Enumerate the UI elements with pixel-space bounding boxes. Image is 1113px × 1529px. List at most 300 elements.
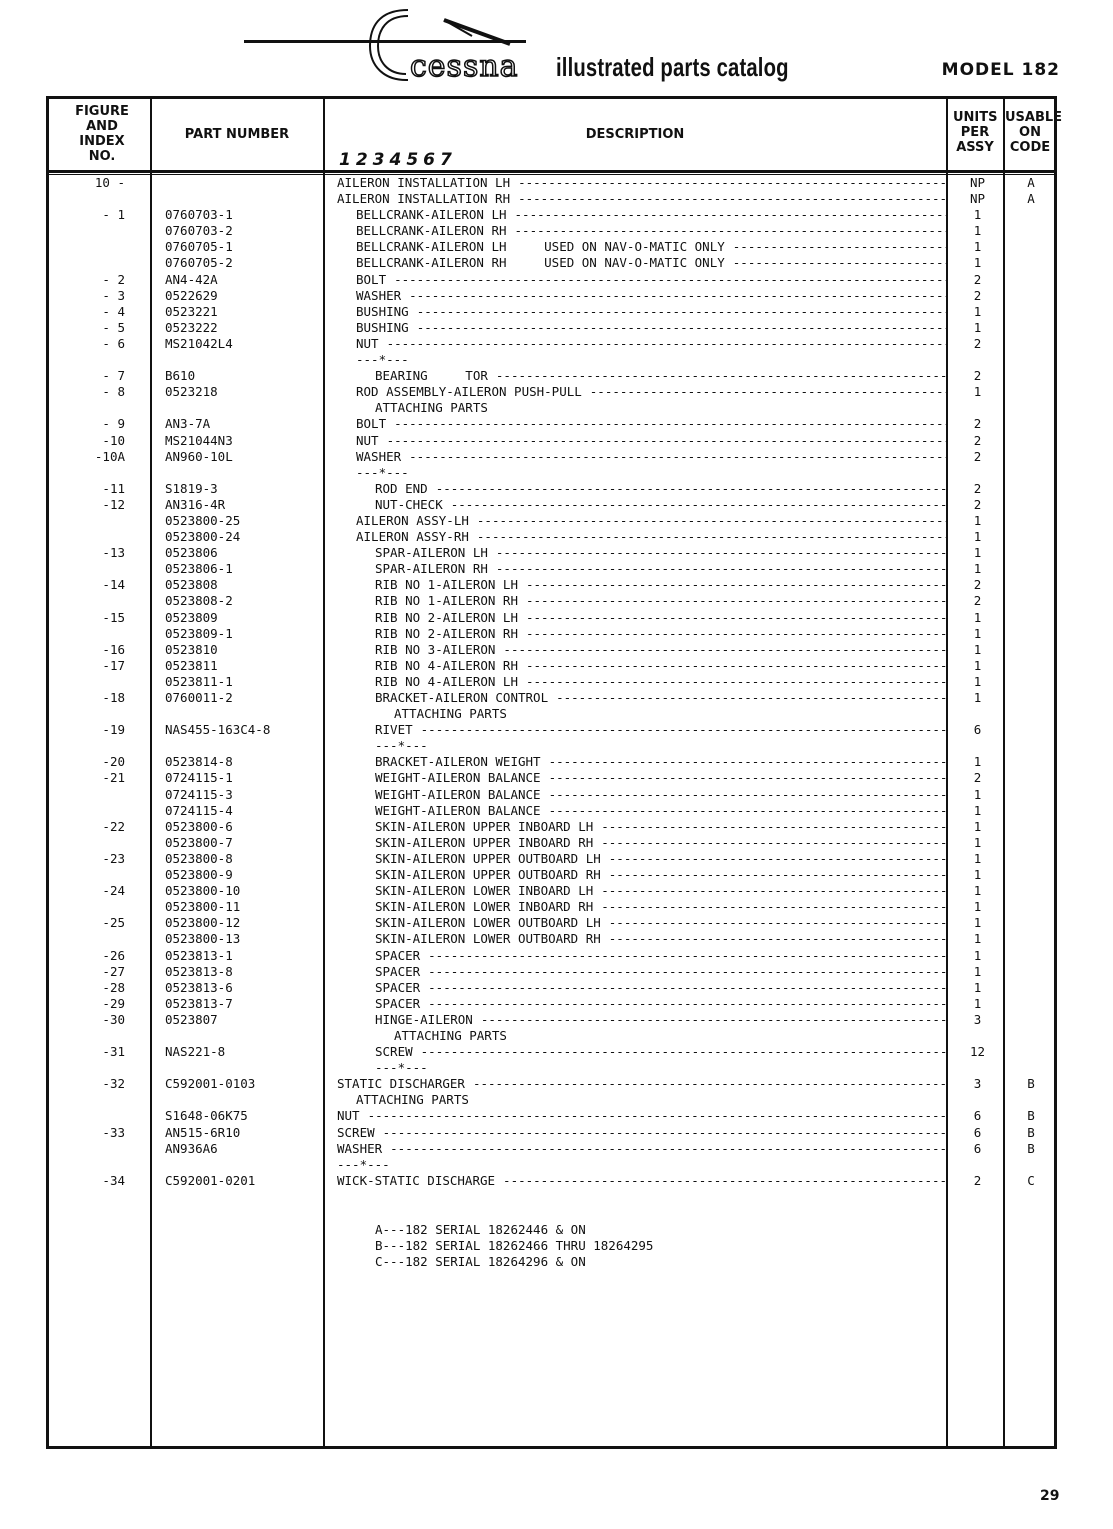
units-per-assy: 12 <box>969 1044 986 1060</box>
part-number: 0760705-2 <box>165 255 233 271</box>
usable-on-code: B <box>1027 1124 1035 1140</box>
table-row <box>0 433 1113 449</box>
units-per-assy: 1 <box>973 223 982 239</box>
dash-leader <box>601 915 946 931</box>
part-description <box>337 384 946 400</box>
description-text: HINGE-AILERON <box>375 1011 473 1027</box>
dash-leader <box>601 867 946 883</box>
dash-leader <box>469 529 946 545</box>
description-text: ---*--- <box>356 352 409 368</box>
units-per-assy: 1 <box>973 786 982 802</box>
figure-index: -12 <box>102 496 125 512</box>
part-number: 0724115-3 <box>165 786 233 802</box>
table-row <box>0 948 1113 964</box>
dash-leader <box>495 642 946 658</box>
part-description <box>337 948 946 964</box>
part-number: 0523809 <box>165 609 218 625</box>
description-text: AILERON INSTALLATION RH <box>337 191 511 207</box>
description-text: ROD ASSEMBLY-AILERON PUSH-PULL <box>356 384 582 400</box>
units-per-assy: 1 <box>973 207 982 223</box>
dash-leader <box>593 883 946 899</box>
dash-leader <box>469 513 946 529</box>
description-text: SPACER <box>375 947 421 963</box>
page-header <box>0 0 1113 100</box>
figure-index: - 1 <box>102 207 125 223</box>
part-description <box>337 1076 946 1092</box>
part-description <box>337 481 946 497</box>
units-per-assy: 3 <box>973 1076 982 1092</box>
part-description <box>337 1092 946 1108</box>
figure-index: 10 - <box>94 175 125 190</box>
part-number: 0523222 <box>165 319 218 335</box>
table-row <box>0 883 1113 899</box>
part-description <box>337 626 946 642</box>
dash-leader <box>413 722 946 738</box>
figure-index: -10A <box>94 448 125 464</box>
dash-leader <box>360 1108 946 1124</box>
description-text: ATTACHING PARTS <box>375 400 488 416</box>
part-number: 0760011-2 <box>165 690 233 705</box>
figure-index: - 9 <box>102 416 125 432</box>
part-number: 0523813-1 <box>165 947 233 963</box>
description-text: STATIC DISCHARGER <box>337 1076 465 1092</box>
part-number: 0724115-1 <box>165 770 233 786</box>
table-row <box>0 626 1113 642</box>
units-per-assy: 1 <box>973 883 982 899</box>
part-description <box>337 803 946 819</box>
units-per-assy: 1 <box>973 255 982 271</box>
brand-wordmark: cessna <box>410 49 519 84</box>
part-number: AN936A6 <box>165 1140 218 1156</box>
table-row <box>0 207 1113 223</box>
part-number: 0523800-25 <box>165 512 241 528</box>
part-number: 0523218 <box>165 384 218 400</box>
table-row <box>0 239 1113 255</box>
figure-index: -24 <box>102 883 125 899</box>
units-per-assy: 1 <box>973 850 982 866</box>
dash-leader <box>488 545 946 561</box>
part-number: 0523813-8 <box>165 963 233 979</box>
description-text: SCREW <box>375 1044 413 1060</box>
table-row <box>0 577 1113 593</box>
table-row <box>0 561 1113 577</box>
table-row <box>0 1157 1113 1173</box>
part-description <box>337 754 946 770</box>
figure-index: -19 <box>102 722 125 738</box>
dash-leader <box>379 336 946 352</box>
model-label: MODEL 182 <box>941 60 1060 80</box>
units-per-assy: 1 <box>973 609 982 625</box>
col-header-code <box>1004 110 1063 155</box>
table-row <box>0 352 1113 368</box>
part-number: AN3-7A <box>165 416 211 432</box>
part-description <box>337 851 946 867</box>
units-per-assy: 1 <box>973 915 982 931</box>
description-text: ATTACHING PARTS <box>356 1092 469 1108</box>
part-number: 0523811-1 <box>165 673 233 689</box>
col-header-figure-text: FIGURE AND INDEX NO. <box>75 104 129 164</box>
figure-index: -27 <box>102 963 125 979</box>
table-row <box>0 1028 1113 1044</box>
part-description <box>337 1028 946 1044</box>
units-per-assy: 2 <box>973 416 982 432</box>
dash-leader <box>510 191 946 207</box>
table-row <box>0 593 1113 609</box>
table-row <box>0 223 1113 239</box>
units-per-assy: 6 <box>973 722 982 738</box>
units-per-assy: 6 <box>973 1140 982 1156</box>
figure-index: -33 <box>102 1124 125 1140</box>
dash-leader <box>518 626 946 642</box>
table-row <box>0 272 1113 288</box>
part-description <box>337 980 946 996</box>
part-description <box>337 352 946 368</box>
dash-leader <box>548 690 946 706</box>
part-number: AN960-10L <box>165 448 233 464</box>
table-row <box>0 610 1113 626</box>
table-row <box>0 304 1113 320</box>
dash-leader <box>541 787 946 803</box>
units-per-assy: 1 <box>973 561 982 577</box>
units-per-assy: 1 <box>973 512 982 528</box>
figure-index: -34 <box>102 1172 125 1188</box>
part-number: AN515-6R10 <box>165 1124 241 1140</box>
col-header-units-text: UNITS PER ASSY <box>953 110 998 155</box>
description-text: NUT <box>337 1108 360 1124</box>
table-row <box>0 851 1113 867</box>
part-number: 0760705-1 <box>165 239 233 255</box>
part-description <box>337 915 946 931</box>
part-number: AN4-42A <box>165 271 218 287</box>
description-text: ---*--- <box>375 1060 428 1076</box>
table-row <box>0 513 1113 529</box>
part-description <box>337 1060 946 1076</box>
part-number: 0523800-12 <box>165 915 241 931</box>
part-description <box>337 1044 946 1060</box>
figure-index: -10 <box>102 432 125 448</box>
description-text: NUT <box>356 432 379 448</box>
figure-index: - 8 <box>102 384 125 400</box>
part-description <box>337 1108 946 1124</box>
part-number: 0523800-9 <box>165 867 233 883</box>
part-description <box>337 239 946 255</box>
table-row <box>0 400 1113 416</box>
col-header-code-text: USABLE ON CODE <box>1005 110 1063 155</box>
part-description <box>337 191 946 207</box>
dash-leader <box>401 288 946 304</box>
table-row <box>0 722 1113 738</box>
parts-list <box>0 175 1113 1189</box>
units-per-assy: 2 <box>973 271 982 287</box>
usable-on-code: A <box>1027 191 1035 207</box>
description-text: ATTACHING PARTS <box>394 706 507 722</box>
table-row <box>0 980 1113 996</box>
part-description <box>337 642 946 658</box>
part-description <box>337 996 946 1012</box>
dash-leader <box>541 770 946 786</box>
description-text: BUSHING <box>356 319 409 335</box>
description-text: WASHER <box>337 1140 383 1156</box>
units-per-assy: 1 <box>973 690 982 705</box>
part-description <box>337 738 946 754</box>
part-description <box>337 207 946 223</box>
part-number: C592001-0201 <box>165 1172 256 1188</box>
units-per-assy: NP <box>969 191 986 207</box>
table-row <box>0 787 1113 803</box>
units-per-assy: 2 <box>973 770 982 786</box>
table-row <box>0 690 1113 706</box>
description-text: BUSHING <box>356 303 409 319</box>
dash-leader <box>507 207 946 223</box>
part-description <box>337 674 946 690</box>
part-number: 0523811 <box>165 657 218 673</box>
description-text: RIB NO 4-AILERON LH <box>375 673 518 689</box>
description-text: SKIN-AILERON LOWER OUTBOARD RH <box>375 931 601 947</box>
description-text: BELLCRANK-AILERON RH <box>356 223 507 239</box>
dash-leader <box>473 1012 946 1028</box>
dash-leader <box>518 610 946 626</box>
part-description <box>337 1141 946 1157</box>
units-per-assy: 1 <box>973 529 982 545</box>
table-row <box>0 1076 1113 1092</box>
description-text: SPAR-AILERON RH <box>375 561 488 577</box>
table-row <box>0 674 1113 690</box>
dash-leader <box>401 449 946 465</box>
table-row <box>0 1060 1113 1076</box>
part-number: AN316-4R <box>165 496 226 512</box>
part-number: 0523814-8 <box>165 754 233 770</box>
part-description <box>337 867 946 883</box>
description-text: WEIGHT-AILERON BALANCE <box>375 802 541 818</box>
description-text: RIB NO 4-AILERON RH <box>375 657 518 673</box>
part-number: 0760703-2 <box>165 223 233 239</box>
units-per-assy: 1 <box>973 947 982 963</box>
col-header-figure <box>58 104 146 164</box>
description-text: SPACER <box>375 979 421 995</box>
part-description <box>337 1125 946 1141</box>
table-row <box>0 931 1113 947</box>
part-number: 0523808-2 <box>165 593 233 609</box>
part-number: MS21044N3 <box>165 432 233 448</box>
dash-leader <box>541 754 946 770</box>
table-row <box>0 1173 1113 1189</box>
description-text: SKIN-AILERON UPPER OUTBOARD RH <box>375 867 601 883</box>
part-description <box>337 610 946 626</box>
table-row <box>0 465 1113 481</box>
part-number: NAS221-8 <box>165 1044 226 1060</box>
units-per-assy: 3 <box>973 1011 982 1027</box>
table-row <box>0 384 1113 400</box>
dash-leader <box>541 803 946 819</box>
description-text: AILERON ASSY-RH <box>356 529 469 545</box>
serial-notes <box>375 1222 653 1270</box>
dash-leader <box>420 996 946 1012</box>
description-text: BELLCRANK-AILERON LH <box>356 207 507 223</box>
figure-index: -23 <box>102 850 125 866</box>
part-number: 0523806-1 <box>165 561 233 577</box>
table-row <box>0 1092 1113 1108</box>
dash-leader <box>382 1141 946 1157</box>
dash-leader <box>601 931 946 947</box>
table-row <box>0 803 1113 819</box>
table-row <box>0 288 1113 304</box>
table-row <box>0 1012 1113 1028</box>
part-number: MS21042L4 <box>165 335 233 351</box>
units-per-assy: 1 <box>973 673 982 689</box>
col-header-description: DESCRIPTION <box>585 127 685 142</box>
units-per-assy: 1 <box>973 802 982 818</box>
part-description <box>337 449 946 465</box>
table-row <box>0 738 1113 754</box>
part-number: 0523806 <box>165 545 218 561</box>
table-row <box>0 754 1113 770</box>
part-description <box>337 964 946 980</box>
dash-leader <box>518 593 946 609</box>
part-number: 0523800-24 <box>165 529 241 545</box>
units-per-assy: 6 <box>973 1108 982 1124</box>
units-per-assy: 1 <box>973 867 982 883</box>
dash-leader <box>518 674 946 690</box>
description-text: BELLCRANK-AILERON LH USED ON NAV-O-MATIC ONLY <box>356 239 725 255</box>
description-text: RIB NO 2-AILERON LH <box>375 609 518 625</box>
table-row <box>0 449 1113 465</box>
units-per-assy: 1 <box>973 384 982 400</box>
table-row <box>0 1108 1113 1124</box>
part-description <box>337 577 946 593</box>
dash-leader <box>443 497 946 513</box>
description-text: BOLT <box>356 416 387 432</box>
part-number: 0760703-1 <box>165 207 233 223</box>
figure-index: -31 <box>102 1044 125 1060</box>
description-text: BRACKET-AILERON WEIGHT <box>375 754 541 770</box>
description-text: NUT <box>356 335 379 351</box>
description-text: BOLT <box>356 271 387 287</box>
figure-index: -32 <box>102 1076 125 1092</box>
part-number: 0523221 <box>165 303 218 319</box>
header-divider <box>46 170 1057 173</box>
catalog-title: illustrated parts catalog <box>556 52 789 82</box>
part-description <box>337 593 946 609</box>
table-row <box>0 416 1113 432</box>
part-description <box>337 320 946 336</box>
units-per-assy: 1 <box>973 834 982 850</box>
part-number: C592001-0103 <box>165 1076 256 1092</box>
dash-leader <box>488 561 946 577</box>
description-text: BEARING TOR <box>375 368 488 384</box>
figure-index: -26 <box>102 947 125 963</box>
description-text: SKIN-AILERON LOWER INBOARD LH <box>375 883 594 899</box>
part-number: 0523809-1 <box>165 625 233 641</box>
description-text: WASHER <box>356 287 402 303</box>
part-description <box>337 513 946 529</box>
dash-leader <box>725 239 946 255</box>
units-per-assy: 1 <box>973 239 982 255</box>
part-description <box>337 288 946 304</box>
part-number: 0523810 <box>165 641 218 657</box>
page-number: 29 <box>1040 1488 1060 1504</box>
description-text: RIB NO 3-AILERON <box>375 641 496 657</box>
dash-leader <box>386 272 946 288</box>
description-text: BELLCRANK-AILERON RH USED ON NAV-O-MATIC ONLY <box>356 255 725 271</box>
units-per-assy: 2 <box>973 287 982 303</box>
description-text: ---*--- <box>375 738 428 754</box>
dash-leader <box>488 368 946 384</box>
part-description <box>337 819 946 835</box>
part-number: NAS455-163C4-8 <box>165 722 271 738</box>
description-text: SKIN-AILERON UPPER INBOARD LH <box>375 818 594 834</box>
part-description <box>337 529 946 545</box>
figure-index: - 2 <box>102 271 125 287</box>
units-per-assy: 1 <box>973 319 982 335</box>
part-description <box>337 465 946 481</box>
table-row <box>0 835 1113 851</box>
part-description <box>337 272 946 288</box>
dash-leader <box>593 899 946 915</box>
description-text: ROD END <box>375 480 428 496</box>
description-text: ---*--- <box>356 464 409 480</box>
figure-index: -29 <box>102 995 125 1011</box>
description-text: SPAR-AILERON LH <box>375 545 488 561</box>
part-description <box>337 658 946 674</box>
dash-leader <box>593 819 946 835</box>
description-text: ---*--- <box>337 1156 390 1172</box>
part-description <box>337 722 946 738</box>
part-description <box>337 706 946 722</box>
figure-index: - 7 <box>102 368 125 384</box>
part-number: 0523800-6 <box>165 818 233 834</box>
usable-on-code: B <box>1027 1140 1035 1156</box>
part-number: 0523807 <box>165 1011 218 1027</box>
dash-leader <box>386 416 946 432</box>
part-description <box>337 770 946 786</box>
units-per-assy: 1 <box>973 641 982 657</box>
table-row <box>0 915 1113 931</box>
table-row <box>0 255 1113 271</box>
dash-leader <box>510 175 946 191</box>
units-per-assy: 1 <box>973 754 982 770</box>
table-row <box>0 706 1113 722</box>
description-text: SKIN-AILERON UPPER OUTBOARD LH <box>375 850 601 866</box>
part-description <box>337 304 946 320</box>
table-row <box>0 996 1113 1012</box>
description-text: SKIN-AILERON LOWER OUTBOARD LH <box>375 915 601 931</box>
part-number: 0523813-7 <box>165 995 233 1011</box>
dash-leader <box>413 1044 946 1060</box>
part-description <box>337 690 946 706</box>
part-description <box>337 931 946 947</box>
description-text: AILERON ASSY-LH <box>356 512 469 528</box>
part-description <box>337 899 946 915</box>
dash-leader <box>507 223 946 239</box>
part-description <box>337 497 946 513</box>
description-text: SPACER <box>375 963 421 979</box>
table-row <box>0 1044 1113 1060</box>
part-description <box>337 1012 946 1028</box>
units-per-assy: 2 <box>973 480 982 496</box>
part-number: S1819-3 <box>165 480 218 496</box>
dash-leader <box>375 1125 946 1141</box>
description-text: NUT-CHECK <box>375 496 443 512</box>
figure-index: -30 <box>102 1011 125 1027</box>
figure-index: -11 <box>102 480 125 496</box>
indent-level-digits: 1234567 <box>339 150 457 170</box>
dash-leader <box>582 384 946 400</box>
part-description <box>337 416 946 432</box>
usable-on-code: A <box>1027 175 1035 190</box>
table-row <box>0 545 1113 561</box>
figure-index: -25 <box>102 915 125 931</box>
part-description <box>337 835 946 851</box>
